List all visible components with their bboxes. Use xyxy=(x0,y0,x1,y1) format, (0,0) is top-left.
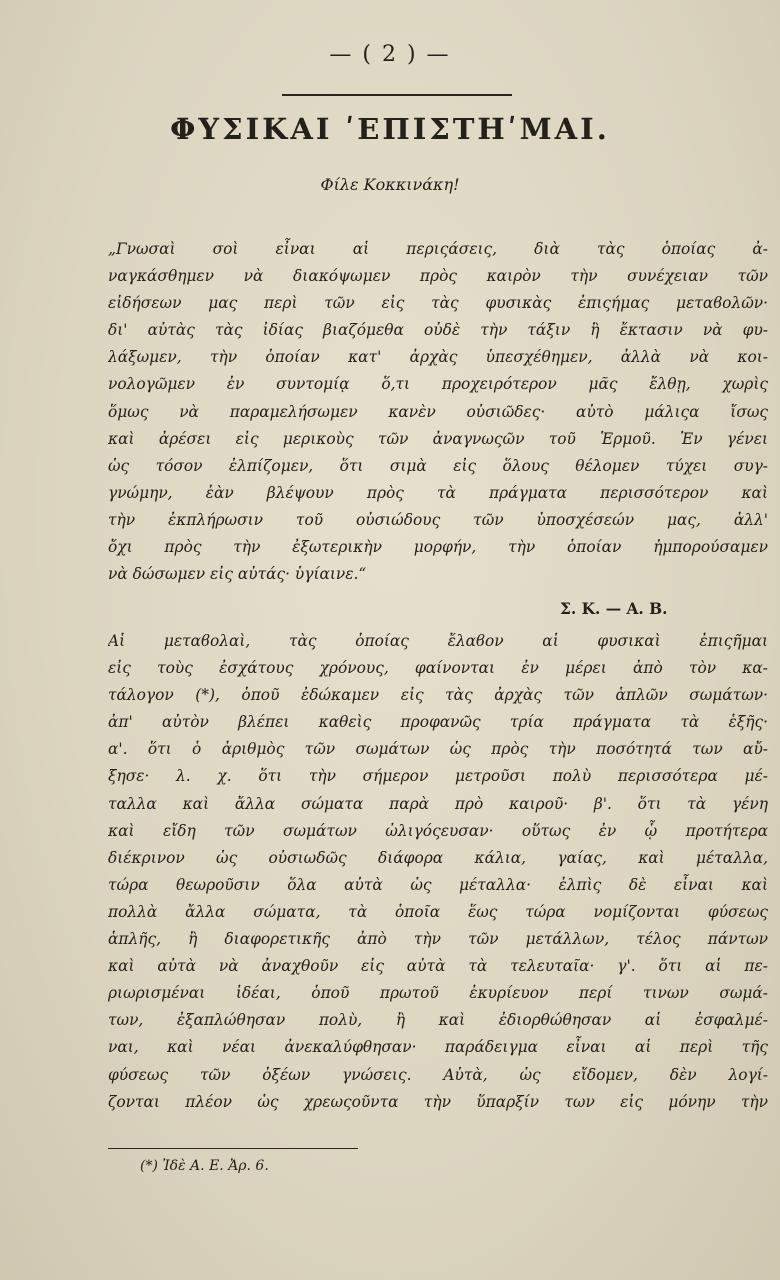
body-line: εἰς τοὺς ἐσχάτους χρόνους, φαίνονται ἐν μέρει ἀπὸ τὸν κα- xyxy=(108,659,768,678)
body-line: καὶ αὐτὰ νὰ ἀναχθοῦν εἰς αὐτὰ τὰ τελευταῖα· γ'. ὅτι αἱ πε- xyxy=(108,957,768,976)
letter-line: γνώμην, ἐὰν βλέψουν πρὸς τὰ πράγματα περισσότερον καὶ xyxy=(108,483,768,502)
letter-line: ὅμως νὰ παραμελήσωμεν κανὲν οὐσιῶδες· αὐτὸ μάλιςα ἴσως xyxy=(108,402,768,421)
footnote: (*) Ἰδὲ Α. Ε. Ἀρ. 6. xyxy=(140,1158,269,1174)
letter-line: ὡς τόσον ἐλπίζομεν, ὅτι σιμὰ εἰς ὅλους θέλομεν τύχει συγ- xyxy=(108,456,768,475)
letter-line: „Γνωσαὶ σοὶ εἶναι αἱ περιςάσεις, διὰ τὰς ὁποίας ἀ- xyxy=(108,240,768,258)
body-line: ζονται πλέον ὡς χρεωςοῦντα τὴν ὕπαρξίν των εἰς μόνην τὴν xyxy=(108,1092,768,1111)
body-line: των, ἐξαπλώθησαν πολὺ, ἢ καὶ ἐδιορθώθησαν αἱ ἐσφαλμέ- xyxy=(108,1011,768,1030)
body-line: ἁπλῆς, ἢ διαφορετικῆς ἀπὸ τὴν τῶν μετάλλων, τέλος πάντων xyxy=(108,930,768,949)
body-line: ναι, καὶ νέαι ἀνεκαλύφθησαν· παράδειγμα εἶναι αἱ περὶ τῆς xyxy=(108,1038,768,1057)
body-line: ριωρισμέναι ἰδέαι, ὁποῦ πρωτοῦ ἐκυρίευον περί τινων σωμά- xyxy=(108,984,768,1003)
body-line: καὶ εἴδη τῶν σωμάτων ὠλιγόςευσαν· οὕτως ἐν ᾧ προτήτερα xyxy=(108,821,768,840)
letter-line: λάξωμεν, τὴν ὁποίαν κατ' ἀρχὰς ὑπεσχέθημεν, ἀλλὰ νὰ κοι- xyxy=(108,348,768,367)
footnote-rule xyxy=(108,1148,358,1149)
letter-line: δι' αὐτὰς τὰς ἰδίας βιαζόμεθα οὐδὲ τὴν τάξιν ἢ ἔκτασιν νὰ φυ- xyxy=(108,321,768,340)
letter-line: τὴν ἐκπλήρωσιν τοῦ οὐσιώδους τῶν ὑποσχέσεών μας, ἀλλ' xyxy=(108,510,768,529)
letter-paragraph xyxy=(108,236,768,588)
letter-line: ναγκάσθημεν νὰ διακόψωμεν πρὸς καιρὸν τὴν συνέχειαν τῶν xyxy=(108,267,768,286)
body-line: πολλὰ ἄλλα σώματα, τὰ ὁποῖα ἕως τώρα νομίζονται φύσεως xyxy=(108,902,768,921)
body-paragraph xyxy=(108,628,768,1116)
header-rule xyxy=(282,94,512,96)
body-line: ταλλα καὶ ἄλλα σώματα παρὰ πρὸ καιροῦ· β'. ὅτι τὰ γένη xyxy=(108,794,768,813)
letter-line: εἰδήσεων μας περὶ τῶν εἰς τὰς φυσικὰς ἐπιςήμας μεταϐολῶν· xyxy=(108,294,768,313)
letter-line: ὄχι πρὸς τὴν ἐξωτερικὴν μορφήν, τὴν ὁποίαν ἠμπορούσαμεν xyxy=(108,538,768,557)
page-number: — ( 2 ) — xyxy=(329,42,451,67)
body-line: ἀπ' αὐτὸν βλέπει καθεὶς προφανῶς τρία πράγματα τὰ ἑξῆς· xyxy=(108,713,768,732)
body-line: τώρα θεωροῦσιν ὅλα αὐτὰ ὡς μέταλλα· ἐλπὶς δὲ εἶναι καὶ xyxy=(108,875,768,894)
body-line: τάλογον (*), ὁποῦ ἐδώκαμεν εἰς τὰς ἀρχὰς τῶν ἁπλῶν σωμάτων· xyxy=(108,686,768,705)
body-line: α'. ὅτι ὁ ἀριθμὸς τῶν σωμάτων ὡς πρὸς τὴν ποσότητά των αὔ- xyxy=(108,740,768,759)
letter-line: νολογῶμεν ἐν συντομίᾳ ὅ,τι προχειρότερον μᾶς ἔλθῃ, χωρὶς xyxy=(108,375,768,394)
body-line: διέκρινον ὡς οὐσιωδῶς διάφορα κάλια, γαίας, καὶ μέταλλα, xyxy=(108,848,768,867)
letter-line: καὶ ἀρέσει εἰς μερικοὺς τῶν ἀναγνωςῶν τοῦ Ἑρμοῦ. Ἐν γένει xyxy=(108,429,768,448)
salutation: Φίλε Κοκκινάκη! xyxy=(320,175,460,194)
body-line: ξησε· λ. χ. ὅτι τὴν σήμερον μετροῦσι πολὺ περισσότερα μέ- xyxy=(108,767,768,786)
signature: Σ. Κ. — Α. Β. xyxy=(560,600,668,618)
body-line: φύσεως τῶν ὀξέων γνώσεις. Αὐτὰ, ὡς εἴδομεν, δὲν λογί- xyxy=(108,1065,768,1084)
section-title: ΦΥΣΙΚΑΙ ʹΕΠΙΣΤΗʹΜΑΙ. xyxy=(170,112,610,146)
letter-line: νὰ δώσωμεν εἰς αὐτάς· ὑγίαινε.“ xyxy=(108,565,367,584)
body-line: Αἱ μεταϐολαὶ, τὰς ὁποίας ἔλαϐον αἱ φυσικαὶ ἐπιςῆμαι xyxy=(108,632,768,650)
